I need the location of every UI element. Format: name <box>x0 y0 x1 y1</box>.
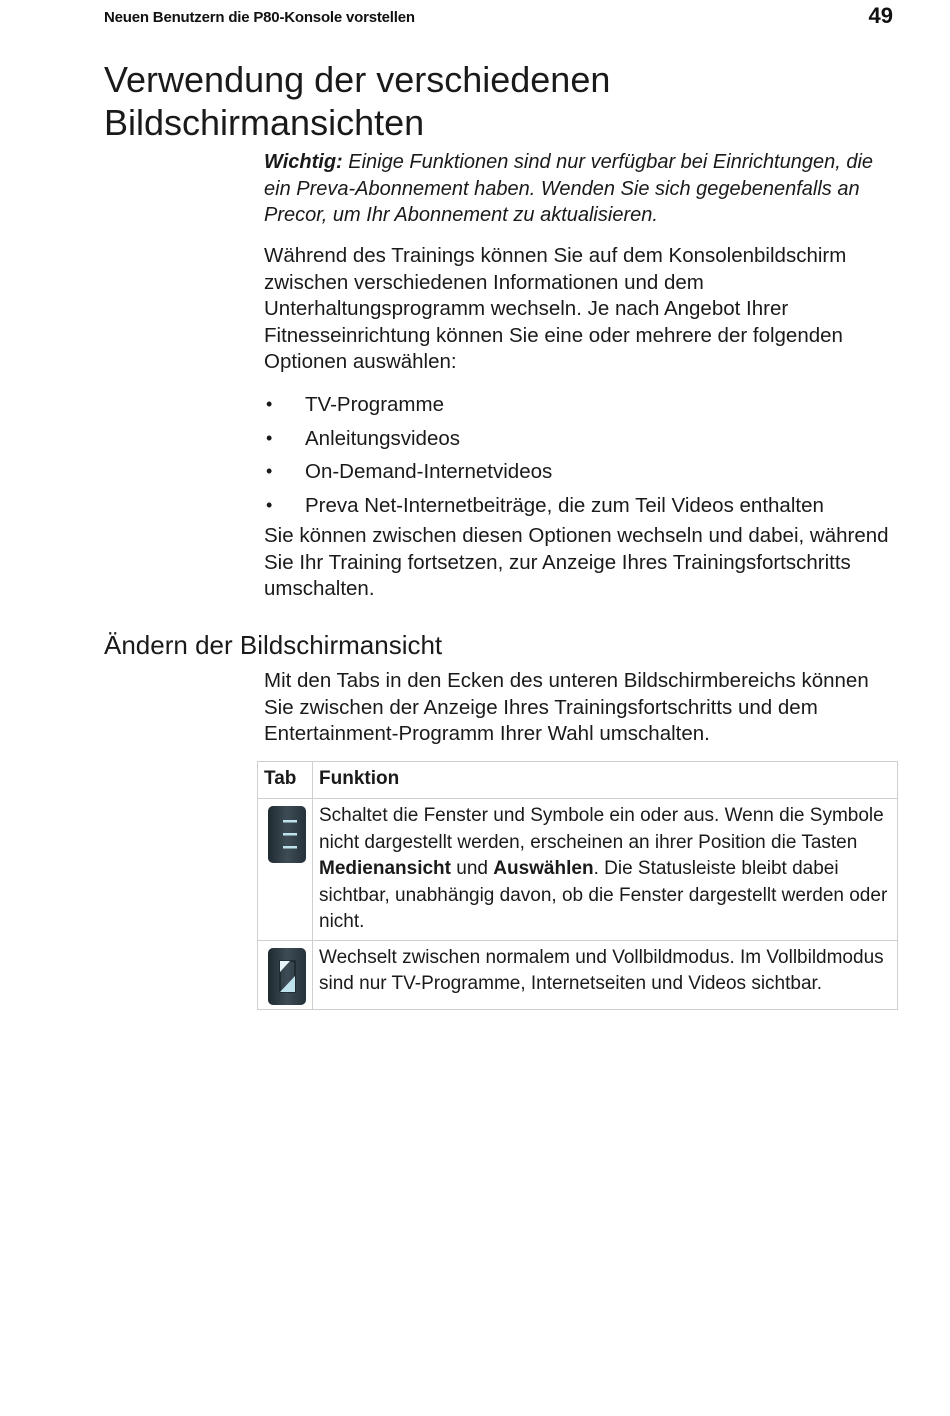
list-item-text: Preva Net-Internetbeiträge, die zum Teil Videos enthalten <box>305 493 824 517</box>
column-header-tab: Tab <box>258 762 313 799</box>
important-note <box>264 149 904 229</box>
function-text: und <box>450 858 494 879</box>
after-list-paragraph: Sie können zwischen diesen Optionen wechseln und dabei, während Sie Ihr Training fortsetzen, zur Anzeige Ihres Trainingsfortschritts umschalten. <box>264 524 889 600</box>
media-view-label: Medienansicht <box>319 858 451 879</box>
tab-icon-cell <box>258 940 313 1009</box>
intro-paragraph: Während des Trainings können Sie auf dem Konsolenbildschirm zwischen verschiedenen Informationen und dem Unterhaltungsprogramm wechseln. Je nach Angebot Ihrer Fitnesseinrichtung können Sie eine oder mehrere der folgenden Optionen auswählen: <box>264 244 847 373</box>
list-item <box>264 388 904 422</box>
subsection-title: Ändern der Bildschirmansicht <box>104 630 443 660</box>
function-text: Schaltet die Fenster und Symbole ein oder aus. Wenn die Symbole nicht dargestellt werden, erscheinen an ihrer Position die Tasten <box>319 805 884 853</box>
column-header-funktion: Funktion <box>313 762 898 799</box>
table-row <box>258 799 898 941</box>
select-label: Auswählen <box>493 858 594 879</box>
window-toggle-icon <box>268 806 306 863</box>
note-text: Einige Funktionen sind nur verfügbar bei Einrichtungen, die ein Preva-Abonnement haben. Wenden Sie sich gegebenenfalls an Precor, um Ihr Abonnement zu aktualisieren. <box>264 151 874 226</box>
list-item <box>264 489 904 523</box>
page-number: 49 <box>868 3 893 28</box>
tab-function-cell <box>313 799 898 941</box>
bullet-icon: • <box>266 494 273 515</box>
tabs-intro-paragraph: Mit den Tabs in den Ecken des unteren Bildschirmbereichs können Sie zwischen der Anzeige Ihres Trainingsfortschritts und dem Entertainment-Programm Ihrer Wahl umschalten. <box>264 669 869 745</box>
list-item-text: TV-Programme <box>305 393 444 416</box>
tabs-table <box>257 761 898 1010</box>
bullet-icon: • <box>266 461 273 481</box>
options-list <box>264 388 904 522</box>
function-text: . Die Statusleiste bleibt dabei sichtbar, unabhängig davon, ob die Fenster dargestellt werden oder nicht. <box>319 858 888 932</box>
bullet-icon: • <box>266 394 273 414</box>
tab-function-cell: Wechselt zwischen normalem und Vollbildmodus. Im Vollbildmodus sind nur TV-Programme, Internetseiten und Videos sichtbar. <box>313 940 898 1009</box>
bullet-icon: • <box>266 427 273 448</box>
fullscreen-toggle-icon <box>268 948 306 1005</box>
table-header-row <box>258 762 898 799</box>
running-header-title: Neuen Benutzern die P80-Konsole vorstellen <box>104 9 415 26</box>
section-title: Verwendung der verschiedenen Bildschirmansichten <box>104 59 611 143</box>
list-item-text: Anleitungsvideos <box>305 426 460 450</box>
list-item-text: On-Demand-Internetvideos <box>305 460 553 483</box>
list-item <box>264 422 904 456</box>
list-item <box>264 455 904 489</box>
table-row <box>258 940 898 1009</box>
note-label: Wichtig: <box>264 151 343 173</box>
tab-icon-cell <box>258 799 313 941</box>
